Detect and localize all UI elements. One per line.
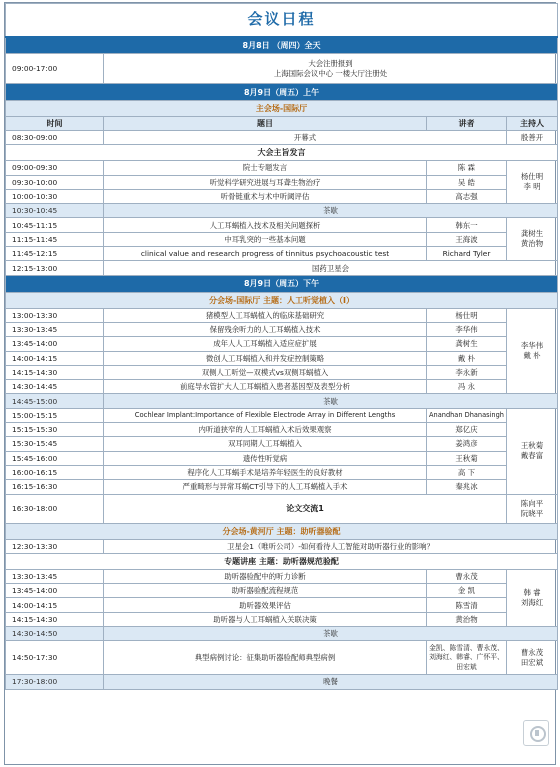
time-cell: 14:45-15:00 xyxy=(6,394,104,408)
table-row xyxy=(6,480,558,494)
time-cell: 11:15-11:45 xyxy=(6,232,104,246)
break-label: 茶歇 xyxy=(104,394,558,408)
table-row xyxy=(6,539,558,553)
dinner-label: 晚餐 xyxy=(104,675,558,689)
topic-cell: 双耳同期人工耳蜗植入 xyxy=(104,437,427,451)
speaker-cell: 曹永茂 xyxy=(427,569,507,583)
time-cell: 13:45-14:00 xyxy=(6,584,104,598)
topic-cell: 助听器验配流程规范 xyxy=(104,584,427,598)
break-label: 茶歇 xyxy=(104,627,558,641)
table-row xyxy=(6,54,558,84)
break-row xyxy=(6,675,558,689)
time-cell: 09:00-09:30 xyxy=(6,161,104,175)
host-cell: 李华伟 戴 朴 xyxy=(507,308,558,394)
table-row xyxy=(6,308,558,322)
table-row xyxy=(6,437,558,451)
topic-cell: 听觉科学研究进展与耳聋生物治疗 xyxy=(104,175,427,189)
table-row xyxy=(6,612,558,626)
page-title: 会议日程 xyxy=(6,4,558,37)
host-cell: 陈向平 阮晓平 xyxy=(507,494,558,523)
topic-cell: 保留残余听力的人工耳蜗植入技术 xyxy=(104,322,427,336)
day-band-aug8: 8月8日 （周四）全天 xyxy=(6,37,558,54)
break-row xyxy=(6,394,558,408)
topic-cell: 中耳乳突的一些基本问题 xyxy=(104,232,427,246)
time-cell: 15:45-16:00 xyxy=(6,451,104,465)
break-label: 茶歇 xyxy=(104,204,558,218)
time-cell: 09:30-10:00 xyxy=(6,175,104,189)
satellite-label: 国药卫星会 xyxy=(104,261,558,275)
topic-cell: 微创人工耳蜗植入和并发症控制策略 xyxy=(104,351,427,365)
time-cell: 11:45-12:15 xyxy=(6,247,104,261)
time-cell: 12:30-13:30 xyxy=(6,539,104,553)
section-heading-lecture: 专题讲座 主题：助听器规范验配 xyxy=(6,553,558,569)
table-row xyxy=(6,351,558,365)
column-header-time: 时间 xyxy=(6,117,104,131)
topic-cell: 程序化人工耳蜗手术是培养年轻医生的良好教材 xyxy=(104,465,427,479)
topic-cell: 典型病例讨论：征集助听器验配师典型病例 xyxy=(104,641,427,675)
table-row xyxy=(6,465,558,479)
time-cell: 08:30-09:00 xyxy=(6,131,104,145)
topic-cell: 人工耳蜗植入技术及相关问题探析 xyxy=(104,218,427,232)
column-header-speaker: 讲者 xyxy=(427,117,507,131)
time-cell: 16:00-16:15 xyxy=(6,465,104,479)
topic-cell: 开幕式 xyxy=(104,131,507,145)
table-row xyxy=(6,337,558,351)
table-row xyxy=(6,218,558,232)
speaker-cell: 郑亿庆 xyxy=(427,423,507,437)
speaker-cell: Anandhan Dhanasingh xyxy=(427,408,507,422)
topic-cell: 听骨链重术与术中听阈评估 xyxy=(104,189,427,203)
time-cell: 12:15-13:00 xyxy=(6,261,104,275)
speaker-cell: 姜鸿彦 xyxy=(427,437,507,451)
speaker-cell: 王海波 xyxy=(427,232,507,246)
speaker-cell: 王秋菊 xyxy=(427,451,507,465)
day-band-aug9-am: 8月9日（周五）上午 xyxy=(6,84,558,101)
speaker-cell: 戴 朴 xyxy=(427,351,507,365)
speaker-cell: 龚树生 xyxy=(427,337,507,351)
table-row xyxy=(6,584,558,598)
host-cell: 韩 睿 刘海红 xyxy=(507,569,558,626)
time-cell: 17:30-18:00 xyxy=(6,675,104,689)
topic-cell: 助听器效果评估 xyxy=(104,598,427,612)
registration-cell xyxy=(104,54,558,84)
topic-cell: 助听器与人工耳蜗植入关联决策 xyxy=(104,612,427,626)
column-header-topic: 题目 xyxy=(104,117,427,131)
speaker-cell: 高 下 xyxy=(427,465,507,479)
topic-cell: Cochlear Implant:Importance of Flexible Electrode Array in Different Lengths xyxy=(104,408,427,422)
table-row xyxy=(6,189,558,203)
column-header-row xyxy=(6,117,558,131)
time-cell: 14:00-14:15 xyxy=(6,351,104,365)
watermark-logo-icon xyxy=(523,720,549,746)
host-cell: 杨仕明 李 明 xyxy=(507,161,558,204)
table-row xyxy=(6,451,558,465)
speaker-cell: Richard Tyler xyxy=(427,247,507,261)
host-cell: 殷善开 xyxy=(507,131,558,145)
topic-cell: 前庭导水管扩大人工耳蜗植入患者基因型及表型分析 xyxy=(104,380,427,394)
table-row xyxy=(6,423,558,437)
topic-cell: 猪模型人工耳蜗植入的临床基础研究 xyxy=(104,308,427,322)
time-cell: 14:50-17:30 xyxy=(6,641,104,675)
topic-cell: 成年人人工耳蜗植入适应症扩展 xyxy=(104,337,427,351)
time-cell: 13:30-13:45 xyxy=(6,322,104,336)
table-row xyxy=(6,161,558,175)
time-cell: 15:00-15:15 xyxy=(6,408,104,422)
agenda-sheet xyxy=(4,2,556,765)
speaker-cell: 秦兆冰 xyxy=(427,480,507,494)
break-row xyxy=(6,204,558,218)
registration-label: 大会注册报到 xyxy=(308,59,353,68)
speaker-cell: 金凯、陈雪清、曹永茂、刘海红、韩睿、广怀平、田宏斌 xyxy=(427,641,507,675)
host-cell: 曹永茂 田宏斌 xyxy=(507,641,558,675)
topic-cell: 助听器验配中的听力诊断 xyxy=(104,569,427,583)
time-cell: 14:30-14:50 xyxy=(6,627,104,641)
table-row xyxy=(6,232,558,246)
time-cell: 14:00-14:15 xyxy=(6,598,104,612)
time-cell: 09:00-17:00 xyxy=(6,54,104,84)
venue-band-huanghe: 分会场-黄河厅 主题：助听器验配 xyxy=(6,523,558,539)
time-cell: 13:30-13:45 xyxy=(6,569,104,583)
speaker-cell: 杨仕明 xyxy=(427,308,507,322)
table-row xyxy=(6,408,558,422)
table-row xyxy=(6,598,558,612)
time-cell: 14:30-14:45 xyxy=(6,380,104,394)
table-row xyxy=(6,380,558,394)
time-cell: 16:30-18:00 xyxy=(6,494,104,523)
host-cell: 王秋菊 戴春富 xyxy=(507,408,558,494)
day-band-aug9-pm: 8月9日（周五）下午 xyxy=(6,275,558,292)
venue-band-main: 主会场-国际厅 xyxy=(6,101,558,117)
speaker-cell: 李华伟 xyxy=(427,322,507,336)
speaker-cell: 韩东一 xyxy=(427,218,507,232)
table-row xyxy=(6,322,558,336)
speaker-cell: 陈 霖 xyxy=(427,161,507,175)
venue-band-international: 分会场-国际厅 主题：人工听觉植入（Ⅰ） xyxy=(6,292,558,308)
time-cell: 14:15-14:30 xyxy=(6,612,104,626)
speaker-cell: 冯 永 xyxy=(427,380,507,394)
table-row xyxy=(6,494,558,523)
table-row xyxy=(6,365,558,379)
forum-label: 论文交流1 xyxy=(104,494,507,523)
table-row xyxy=(6,247,558,261)
table-row xyxy=(6,641,558,675)
column-header-host: 主持人 xyxy=(507,117,558,131)
time-cell: 10:45-11:15 xyxy=(6,218,104,232)
table-row xyxy=(6,131,558,145)
time-cell: 10:30-10:45 xyxy=(6,204,104,218)
topic-cell: 卫星会1（唯听公司）-如何看待人工智能对助听器行业的影响？ xyxy=(104,539,558,553)
time-cell: 14:15-14:30 xyxy=(6,365,104,379)
break-row xyxy=(6,627,558,641)
table-row xyxy=(6,175,558,189)
speaker-cell: 高志强 xyxy=(427,189,507,203)
host-cell: 龚树生 黄治物 xyxy=(507,218,558,261)
speaker-cell: 吴 皓 xyxy=(427,175,507,189)
registration-location: 上海国际会议中心 一楼大厅注册处 xyxy=(273,68,388,78)
time-cell: 13:00-13:30 xyxy=(6,308,104,322)
topic-cell: 双侧人工听觉—双模式vs双侧耳蜗植入 xyxy=(104,365,427,379)
time-cell: 13:45-14:00 xyxy=(6,337,104,351)
speaker-cell: 李永新 xyxy=(427,365,507,379)
topic-cell: clinical value and research progress of tinnitus psychoacoustic test xyxy=(104,247,427,261)
table-row xyxy=(6,261,558,275)
time-cell: 15:15-15:30 xyxy=(6,423,104,437)
time-cell: 10:00-10:30 xyxy=(6,189,104,203)
speaker-cell: 金 凯 xyxy=(427,584,507,598)
speaker-cell: 黄治物 xyxy=(427,612,507,626)
topic-cell: 严重畸形与异常耳蜗CT引导下的人工耳蜗植入手术 xyxy=(104,480,427,494)
speaker-cell: 陈雪清 xyxy=(427,598,507,612)
topic-cell: 内听道狭窄的人工耳蜗植入术后效果观察 xyxy=(104,423,427,437)
time-cell: 15:30-15:45 xyxy=(6,437,104,451)
topic-cell: 院士专题发言 xyxy=(104,161,427,175)
section-heading-keynote: 大会主旨发言 xyxy=(6,145,558,161)
time-cell: 16:15-16:30 xyxy=(6,480,104,494)
agenda-table xyxy=(5,3,558,690)
topic-cell: 遗传性听觉病 xyxy=(104,451,427,465)
table-row xyxy=(6,569,558,583)
